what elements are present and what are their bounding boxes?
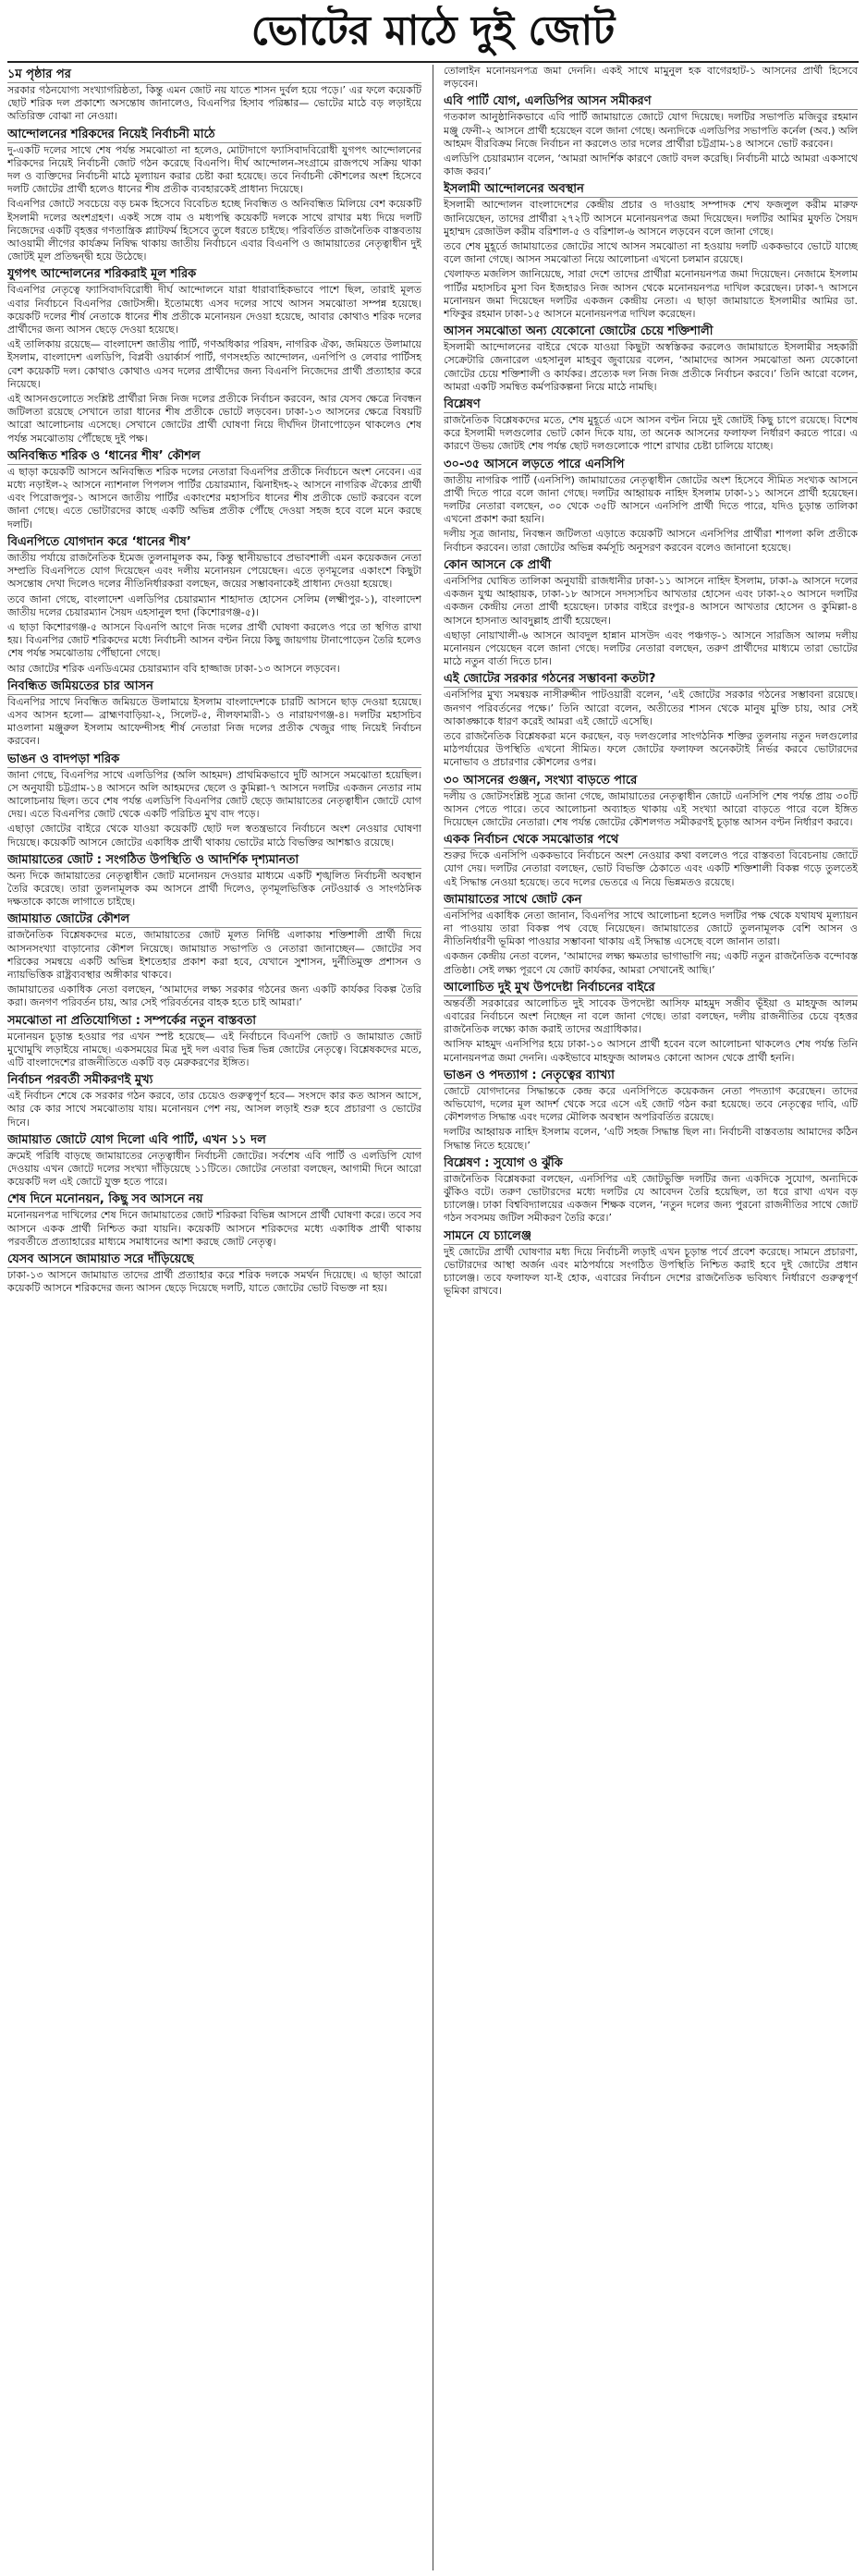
paragraph: মনোনয়নপত্র দাখিলের শেষ দিনে জামায়াতের জোট শরিকরা বিভিন্ন আসনে প্রার্থী ঘোষণা করে। তবে সব আসনে একক প্রার্থী নিশ্চিত করা যায়নি। কয়েকটি আসনে শরিকদের মধ্যে একাধিক প্রার্থী থাকায় পরবর্তীতে প্রত্যাহারের মাধ্যমে সমাধানের আশা করছে জোট নেতৃত্ব। bbox=[7, 1209, 421, 1248]
article-section bbox=[444, 557, 858, 668]
section-subheading: আলোচিত দুই মুখ উপদেষ্টা নির্বাচনের বাইরে bbox=[444, 980, 858, 996]
article-section bbox=[444, 1068, 858, 1153]
paragraph: দুই জোটের প্রার্থী ঘোষণার মধ্য দিয়ে নির্বাচনী লড়াই এখন চূড়ান্ত পর্বে প্রবেশ করেছে। সামনে প্রচারণা, ভোটারদের আস্থা অর্জন এবং মাঠপর্যায়ে সংগঠিত উপস্থিতি নিশ্চিত করাই হবে দুই জোটের প্রধান চ্যালেঞ্জ। তবে ফলাফল যা-ই হোক, এবারের নির্বাচন দেশের রাজনৈতিক ভবিষ্যৎ নির্ধারণে গুরুত্বপূর্ণ ভূমিকা রাখবে। bbox=[444, 1245, 858, 1298]
article-section bbox=[7, 678, 421, 749]
article-section bbox=[7, 448, 421, 531]
section-subheading: এবি পার্টি যোগ, এলডিপির আসন সমীকরণ bbox=[444, 93, 858, 110]
paragraph: জামায়াতের একাধিক নেতা বলছেন, ‘আমাদের লক্ষ্য সরকার গঠনের জন্য একটি কার্যকর বিকল্প তৈরি করা। জনগণ পরিবর্তন চায়, আর সেই পরিবর্তনের বাহক হতে চাই আমরা।’ bbox=[7, 983, 421, 1009]
article-section bbox=[444, 773, 858, 830]
article-section bbox=[7, 1013, 421, 1070]
paragraph: দলীয় সূত্র জানায়, নিবন্ধন জটিলতা এড়াতে কয়েকটি আসনে এনসিপির প্রার্থীরা শাপলা কলি প্রতীকে নির্বাচন করবেন। তারা জোটের অভিন্ন কর্মসূচি অনুসরণ করবেন বলেও জানানো হয়েছে। bbox=[444, 528, 858, 554]
article-section bbox=[444, 671, 858, 769]
article-section bbox=[7, 1132, 421, 1190]
article-columns bbox=[7, 65, 859, 2570]
paragraph: রাজনৈতিক বিশ্লেষকদের মতে, জামায়াতের জোট মূলত নির্দিষ্ট এলাকায় শক্তিশালী প্রার্থী দিয়ে আসনসংখ্যা বাড়ানোর কৌশল নিয়েছে। জামায়াত সভাপতি ও নেতারা জানাচ্ছেন— জোটের সব শরিকের সমন্বয়ে একটি অভিন্ন ইশতেহার প্রকাশ করা হবে, যেখানে সুশাসন, দুর্নীতিমুক্ত প্রশাসন ও ন্যায়ভিত্তিক রাষ্ট্রব্যবস্থার অঙ্গীকার থাকবে। bbox=[7, 929, 421, 981]
newspaper-page bbox=[7, 6, 859, 2570]
section-subheading: শেষ দিনে মনোনয়ন, কিছু সব আসনে নয় bbox=[7, 1191, 421, 1208]
article-section bbox=[444, 324, 858, 394]
section-subheading: ভাঙন ও বাদপড়া শরিক bbox=[7, 751, 421, 768]
article-section bbox=[444, 1155, 858, 1226]
article-section bbox=[444, 65, 858, 91]
article-section bbox=[7, 127, 421, 264]
paragraph: তবে রাজনৈতিক বিশ্লেষকরা মনে করছেন, বড় দলগুলোর সাংগঠনিক শক্তির তুলনায় নতুন দলগুলোর মাঠপর্যায়ের উপস্থিতি এখনো সীমিত। ফলে জোটের ফলাফল অনেকটাই নির্ভর করবে ভোটারদের মনোভাব ও প্রচারণার কৌশলের ওপর। bbox=[444, 729, 858, 769]
section-subheading: যুগপৎ আন্দোলনের শরিকরাই মূল শরিক bbox=[7, 266, 421, 283]
section-subheading: জামায়াতের জোট : সংগঠিত উপস্থিতি ও আদর্শিক দৃশ্যমানতা bbox=[7, 852, 421, 869]
paragraph: এ ছাড়া কয়েকটি আসনে অনিবন্ধিত শরিক দলের নেতারা বিএনপির প্রতীকে নির্বাচনে অংশ নেবেন। এর মধ্যে নড়াইল-২ আসনে ন্যাশনাল পিপলস পার্টির চেয়ারম্যান, ঝিনাইদহ-২ আসনে নাগরিক ঐক্যের প্রার্থী এবং পিরোজপুর-১ আসনে জাতীয় পার্টির একাংশের মহাসচিব ধানের শীষ প্রতীকে ভোট করবেন বলে জানা গেছে। এতে ভোটারদের কাছে একটি অভিন্ন প্রতীক পৌঁছে দেওয়া সহজ হবে বলে মনে করছে দলটি। bbox=[7, 465, 421, 531]
article-section bbox=[7, 1191, 421, 1249]
section-subheading: এই জোটের সরকার গঠনের সম্ভাবনা কতটা? bbox=[444, 671, 858, 688]
paragraph: রাজনৈতিক বিশ্লেষকদের মতে, শেষ মুহূর্তে এসে আসন বণ্টন নিয়ে দুই জোটই কিছু চাপে রয়েছে। বিশেষ করে ইসলামী দলগুলোর ভোট কোন দিকে যায়, তা অনেক আসনের ফলাফল নির্ধারণ করতে পারে। এ কারণে উভয় জোটই শেষ পর্যন্ত ছোট দলগুলোকে পাশে রাখার চেষ্টা চালিয়ে যাচ্ছে। bbox=[444, 414, 858, 453]
section-subheading: একক নির্বাচন থেকে সমঝোতার পথে bbox=[444, 832, 858, 848]
article-section bbox=[444, 832, 858, 889]
article-section bbox=[444, 892, 858, 977]
paragraph: তবে শেষ মুহূর্তে জামায়াতের জোটের সাথে আসন সমঝোতা না হওয়ায় দলটি এককভাবে ভোটে যাচ্ছে বলে জানা গেছে। আসন সমঝোতা নিয়ে আলোচনা এখনো চলমান রয়েছে। bbox=[444, 240, 858, 266]
paragraph: এনসিপির মুখ্য সমন্বয়ক নাসীরুদ্দীন পাটওয়ারী বলেন, ‘এই জোটের সরকার গঠনের সম্ভাবনা রয়েছে। জনগণ পরিবর্তনের পক্ষে।’ তিনি আরো বলেন, অতীতের শাসন থেকে মানুষ মুক্তি চায়, আর সেই আকাঙ্ক্ষাকে ধারণ করেই আমরা এই জোটে এসেছি। bbox=[444, 689, 858, 727]
headline: ভোটের মাঠে দুই জোট bbox=[7, 6, 859, 63]
paragraph: এই তালিকায় রয়েছে— বাংলাদেশ জাতীয় পার্টি, গণঅধিকার পরিষদ, নাগরিক ঐক্য, জমিয়তে উলামায়ে ইসলাম, বাংলাদেশ এলডিপি, বিপ্লবী ওয়ার্কার্স পার্টি, গণসংহতি আন্দোলন, এনপিপি ও লেবার পার্টিসহ বেশ কয়েকটি দল। কোথাও কোথাও এসব দলের প্রার্থীদের জন্য বিএনপি নিজেদের প্রার্থী প্রত্যাহার করে নিয়েছে। bbox=[7, 338, 421, 390]
section-subheading: ভাঙন ও পদত্যাগ : নেতৃত্বের ব্যাখ্যা bbox=[444, 1068, 858, 1084]
section-subheading: আন্দোলনের শরিকদের নিয়েই নির্বাচনী মাঠে bbox=[7, 127, 421, 143]
section-subheading: ইসলামী আন্দোলনের অবস্থান bbox=[444, 181, 858, 198]
section-subheading: ১ম পৃষ্ঠার পর bbox=[7, 67, 421, 83]
section-subheading: যেসব আসনে জামায়াত সরে দাঁড়িয়েছে bbox=[7, 1251, 421, 1268]
paragraph: এ ছাড়া কিশোরগঞ্জ-৫ আসনে বিএনপি আগে নিজ দলের প্রার্থী ঘোষণা করলেও পরে তা স্থগিত রাখা হয়। বিএনপির জোট শরিকদের মধ্যে নির্বাচনী আসন বণ্টন নিয়ে কিছু জায়গায় টানাপোড়েন তৈরি হলেও শেষ পর্যন্ত সমঝোতায় পৌঁছানো গেছে। bbox=[7, 620, 421, 660]
paragraph: দলটির আহ্বায়ক নাহিদ ইসলাম বলেন, ‘এটি সহজ সিদ্ধান্ত ছিল না। নির্বাচনী বাস্তবতায় আমাদের কঠিন সিদ্ধান্ত নিতে হয়েছে।’ bbox=[444, 1126, 858, 1152]
section-subheading: ৩০-৩৫ আসনে লড়তে পারে এনসিপি bbox=[444, 457, 858, 473]
paragraph: একজন কেন্দ্রীয় নেতা বলেন, ‘আমাদের লক্ষ্য ক্ষমতার ভাগাভাগি নয়; একটি নতুন রাজনৈতিক বন্দোবস্ত প্রতিষ্ঠা। সেই লক্ষ্য পূরণে যে জোট কার্যকর, আমরা সেখানেই আছি।’ bbox=[444, 950, 858, 976]
paragraph: দু-একটি দলের সাথে শেষ পর্যন্ত সমঝোতা না হলেও, মোটাদাগে ফ্যাসিবাদবিরোধী যুগপৎ আন্দোলনের শরিকদের নিয়েই নির্বাচনী জোট গঠন করেছে বিএনপি। দীর্ঘ আন্দোলন-সংগ্রামে রাজপথে সক্রিয় থাকা দল ও ব্যক্তিদের নির্বাচনী মাঠে মূল্যায়ন করার চেষ্টা করা হয়েছে। তবে নির্বাচনী কৌশলের অংশ হিসেবে দলটি জোটের প্রার্থী হলেও ধানের শীষ প্রতীক ব্যবহারকেই প্রাধান্য দিয়েছে। bbox=[7, 143, 421, 196]
article-section bbox=[7, 852, 421, 910]
paragraph: ইসলামী আন্দোলন বাংলাদেশের কেন্দ্রীয় প্রচার ও দাওয়াহ সম্পাদক শেখ ফজলুল করীম মারুফ জানিয়েছেন, তাদের প্রার্থীরা ২৭২টি আসনে মনোনয়নপত্র জমা দিয়েছেন। দলটির আমির মুফতি সৈয়দ মুহাম্মদ রেজাউল করীম বরিশাল-৫ ও বরিশাল-৬ আসনে লড়বেন বলে জানা গেছে। bbox=[444, 199, 858, 238]
paragraph: তবে জানা গেছে, বাংলাদেশ এলডিপির চেয়ারম্যান শাহাদাত হোসেন সেলিম (লক্ষ্মীপুর-১), বাংলাদেশ জাতীয় দলের চেয়ারম্যান সৈয়দ এহসানুল হুদা (কিশোরগঞ্জ-৫)। bbox=[7, 592, 421, 618]
section-subheading: কোন আসনে কে প্রার্থী bbox=[444, 557, 858, 574]
paragraph: খেলাফত মজলিস জানিয়েছে, সারা দেশে তাদের প্রার্থীরা মনোনয়নপত্র জমা দিয়েছেন। নেজামে ইসলাম পার্টির মহাসচিব মুসা বিন ইজহারও নিজ আসন থেকে মনোনয়নপত্র দাখিল করেছেন। ঢাকা-৭ আসনে মনোনয়ন জমা দিয়েছেন দলটির একজন কেন্দ্রীয় নেতা। এ ছাড়া জামায়াতে ইসলামীর আমির ডা. শফিকুর রহমান ঢাকা-১৫ আসনে মনোনয়নপত্র দাখিল করেছেন। bbox=[444, 268, 858, 321]
paragraph: শুরুর দিকে এনসিপি এককভাবে নির্বাচনে অংশ নেওয়ার কথা বললেও পরে বাস্তবতা বিবেচনায় জোটে যোগ দেয়। দলটির নেতারা বলছেন, ভোট বিভক্তি ঠেকাতে এবং একটি শক্তিশালী বিকল্প গড়ে তুলতেই এই সিদ্ধান্ত নেওয়া হয়েছে। তবে দলের ভেতরে এ নিয়ে ভিন্নমতও রয়েছে। bbox=[444, 849, 858, 888]
article-section bbox=[444, 1228, 858, 1299]
article-section bbox=[7, 534, 421, 676]
section-subheading: জামায়াতের সাথে জোট কেন bbox=[444, 892, 858, 909]
paragraph: এছাড়া জোটের বাইরে থেকে যাওয়া কয়েকটি ছোট দল স্বতন্ত্রভাবে নির্বাচনে অংশ নেওয়ার ঘোষণা দিয়েছে। কয়েকটি আসনে জোটের একাধিক প্রার্থী থাকায় ভোটের মাঠে বিভক্তির আশঙ্কাও রয়েছে। bbox=[7, 823, 421, 848]
paragraph: জাতীয় পর্যায়ে রাজনৈতিক ইমেজ তুলনামূলক কম, কিন্তু স্থানীয়ভাবে প্রভাবশালী এমন কয়েকজন নেতা সম্প্রতি বিএনপিতে যোগ দিয়েছেন এবং দলীয় মনোনয়ন পেয়েছেন। এতে তৃণমূলের একাংশে কিছুটা অসন্তোষ দেখা দিলেও দলের নীতিনির্ধারকরা বলছেন, জয়ের সম্ভাবনাকেই প্রাধান্য দেওয়া হয়েছে। bbox=[7, 551, 421, 591]
paragraph: ঢাকা-১৩ আসনে জামায়াত তাদের প্রার্থী প্রত্যাহার করে শরিক দলকে সমর্থন দিয়েছে। এ ছাড়া আরো কয়েকটি আসনে শরিকদের জন্য আসন ছেড়ে দিয়েছে দলটি, যাতে জোটের ভোট বিভক্ত না হয়। bbox=[7, 1269, 421, 1295]
article-section bbox=[7, 1072, 421, 1129]
paragraph: দলীয় ও জোটসংশ্লিষ্ট সূত্রে জানা গেছে, জামায়াতের নেতৃত্বাধীন জোটে এনসিপি শেষ পর্যন্ত প্রায় ৩০টি আসন পেতে পারে। তবে আলোচনা অব্যাহত থাকায় এই সংখ্যা আরো বাড়তে পারে বলে ইঙ্গিত দিয়েছেন জোটের নেতারা। শেষ পর্যন্ত জোটের কৌশলগত সমীকরণই চূড়ান্ত আসন বণ্টন নির্ধারণ করবে। bbox=[444, 789, 858, 828]
article-section bbox=[444, 457, 858, 555]
paragraph: এনসিপির ঘোষিত তালিকা অনুযায়ী রাজধানীর ঢাকা-১১ আসনে নাহিদ ইসলাম, ঢাকা-৯ আসনে দলের একজন যুগ্ম আহ্বায়ক, ঢাকা-১৮ আসনে সদস্যসচিব আখতার হোসেন এবং ঢাকা-২০ আসনে দলটির একজন কেন্দ্রীয় নেতা প্রার্থী হয়েছেন। ঢাকার বাইরে রংপুর-৪ আসনে আখতার হোসেন ও কুমিল্লা-৪ আসনে হাসনাত আবদুল্লাহ প্রার্থী হয়েছেন। bbox=[444, 574, 858, 627]
paragraph: এই নির্বাচন শেষে কে সরকার গঠন করবে, তার চেয়েও গুরুত্বপূর্ণ হবে— সংসদে কার কত আসন আসে, আর কে কার সাথে সমঝোতায় যায়। মনোনয়ন পেশ নয়, আসল লড়াই শুরু হবে প্রচারণা ও ভোটের দিনে। bbox=[7, 1090, 421, 1129]
section-subheading: ৩০ আসনের গুঞ্জন, সংখ্যা বাড়তে পারে bbox=[444, 773, 858, 789]
right-column bbox=[444, 65, 858, 2570]
paragraph: আসিফ মাহমুদ এনসিপির হয়ে ঢাকা-১০ আসনে প্রার্থী হবেন বলে আলোচনা থাকলেও শেষ পর্যন্ত তিনি মনোনয়নপত্র জমা দেননি। একইভাবে মাহফুজ আলমও কোনো আসন থেকে প্রার্থী হননি। bbox=[444, 1038, 858, 1064]
article-section bbox=[444, 397, 858, 454]
paragraph: সরকার গঠনযোগ্য সংখ্যাগরিষ্ঠতা, কিন্তু এমন জোট নয় যাতে শাসন দুর্বল হয়ে পড়ে।’ এর ফলে কয়েকটি ছোট শরিক দল প্রকাশ্যে অসন্তোষ জানালেও, বিএনপির হিসাব পরিষ্কার— ভোটের মাঠে বড় লড়াইয়ে অতিরিক্ত বোঝা না নেওয়া। bbox=[7, 84, 421, 123]
article-section bbox=[444, 980, 858, 1065]
section-subheading: জামায়াত জোটে যোগ দিলো এবি পার্টি, এখন ১১ দল bbox=[7, 1132, 421, 1149]
paragraph: অন্তর্বর্তী সরকারের আলোচিত দুই সাবেক উপদেষ্টা আসিফ মাহমুদ সজীব ভূঁইয়া ও মাহফুজ আলম এবারের নির্বাচনে অংশ নিচ্ছেন না বলে জানা গেছে। তারা বলছেন, দলীয় রাজনীতির চেয়ে বৃহত্তর রাজনৈতিক লক্ষ্যে কাজ করাই তাদের অগ্রাধিকার। bbox=[444, 996, 858, 1036]
section-subheading: সমঝোতা না প্রতিযোগিতা : সম্পর্কের নতুন বাস্তবতা bbox=[7, 1013, 421, 1030]
article-section bbox=[7, 911, 421, 1009]
paragraph: আর জোটের শরিক এনডিএমের চেয়ারম্যান ববি হাজ্জাজ ঢাকা-১৩ আসনে লড়বেন। bbox=[7, 662, 340, 675]
section-subheading: সামনে যে চ্যালেঞ্জ bbox=[444, 1228, 858, 1245]
paragraph: তোলাইন মনোনয়নপত্র জমা দেননি। একই সাথে মামুনুল হক বাগেরহাট-১ আসনের প্রার্থী হিসেবে লড়বেন। bbox=[444, 65, 858, 91]
paragraph: অন্য দিকে জামায়াতের নেতৃত্বাধীন জোট মনোনয়ন দেওয়ার মাধ্যমে একটি শৃঙ্খলিত নির্বাচনী অবস্থান তৈরি করেছে। তারা তুলনামূলক কম আসনে প্রার্থী দিলেও, তৃণমূলভিত্তিক নেটওয়ার্ক ও সাংগঠনিক দক্ষতাকে কাজে লাগাতে চাইছে। bbox=[7, 869, 421, 909]
paragraph: মনোনয়ন চূড়ান্ত হওয়ার পর এখন স্পষ্ট হয়েছে— এই নির্বাচনে বিএনপি জোট ও জামায়াত জোট মুখোমুখি লড়াইয়ে নামছে। একসময়ের মিত্র দুই দল এবার ভিন্ন ভিন্ন জোটের নেতৃত্বে। বিশ্লেষকদের মতে, এটি বাংলাদেশের রাজনীতিতে একটি বড় মেরুকরণের ইঙ্গিত। bbox=[7, 1030, 421, 1068]
section-subheading: অনিবন্ধিত শরিক ও ‘ধানের শীষ’ কৌশল bbox=[7, 448, 421, 465]
paragraph: জানা গেছে, বিএনপির সাথে এলডিপির (অলি আহমদ) প্রাথমিকভাবে দুটি আসনে সমঝোতা হয়েছিল। সে অনুযায়ী চট্টগ্রাম-১৪ আসনে অলি আহমদের ছেলে ও কুমিল্লা-৭ আসনে দলটির একজন নেতার নাম আলোচনায় ছিল। তবে শেষ পর্যন্ত এলডিপি বিএনপির জোট ছেড়ে জামায়াতের নেতৃত্বাধীন জোটে যোগ দেয়। এতে বিএনপির জোট থেকে একটি পরিচিত মুখ বাদ পড়ে। bbox=[7, 768, 421, 821]
paragraph: ক্রমেই পরিধি বাড়ছে জামায়াতের নেতৃত্বাধীন নির্বাচনী জোটের। সর্বশেষ এবি পার্টি ও এলডিপি যোগ দেওয়ায় এখন জোটে দলের সংখ্যা দাঁড়িয়েছে ১১টিতে। জোটের নেতারা বলছেন, আগামী দিনে আরো কয়েকটি দল এই জোটে যুক্ত হতে পারে। bbox=[7, 1149, 421, 1189]
paragraph: এনসিপির একাধিক নেতা জানান, বিএনপির সাথে আলোচনা হলেও দলটির পক্ষ থেকে যথাযথ মূল্যায়ন না পাওয়ায় তারা বিকল্প পথ বেছে নিয়েছেন। জামায়াতের জোটে তুলনামূলক বেশি আসন ও নীতিনির্ধারণী ভূমিকা পাওয়ার সম্ভাবনা থাকায় এই সিদ্ধান্ত এসেছে বলে জানান তারা। bbox=[444, 909, 858, 948]
article-section bbox=[7, 1251, 421, 1295]
article-section bbox=[444, 93, 858, 178]
article-section bbox=[7, 751, 421, 849]
article-section bbox=[7, 67, 421, 124]
paragraph: এই আসনগুলোতে সংশ্লিষ্ট প্রার্থীরা নিজ নিজ দলের প্রতীকে নির্বাচন করবেন, আর যেসব ক্ষেত্রে নিবন্ধন জটিলতা রয়েছে সেখানে তারা ধানের শীষ প্রতীকে ভোটে লড়বেন। ঢাকা-১৩ আসনের ক্ষেত্রে বিষয়টি আরো আলোচনায় এসেছে। সেখানে জোটের প্রার্থী ঘোষণা নিয়ে দীর্ঘদিন টানাপোড়েন থাকলেও শেষ পর্যন্ত সমঝোতায় পৌঁছেছে দুই পক্ষ। bbox=[7, 393, 421, 445]
paragraph: এলডিপি চেয়ারম্যান বলেন, ‘আমরা আদর্শিক কারণে জোট বদল করেছি। নির্বাচনী মাঠে আমরা একসাথে কাজ করব।’ bbox=[444, 153, 858, 178]
paragraph: বিএনপির সাথে নিবন্ধিত জমিয়তে উলামায়ে ইসলাম বাংলাদেশকে চারটি আসনে ছাড় দেওয়া হয়েছে। এসব আসন হলো— ব্রাহ্মণবাড়িয়া-২, সিলেট-৫, নীলফামারী-১ ও নারায়ণগঞ্জ-৪। দলটির মহাসচিব মাওলানা মঞ্জুরুল ইসলাম আফেন্দীসহ শীর্ষ নেতারা নিজ দলের প্রতীক খেজুর গাছ নিয়েই নির্বাচন করবেন। bbox=[7, 695, 421, 748]
article-section bbox=[444, 181, 858, 321]
paragraph: রাজনৈতিক বিশ্লেষকরা বলছেন, এনসিপির এই জোটভুক্তি দলটির জন্য একদিকে সুযোগ, অন্যদিকে ঝুঁকিও বটে। তরুণ ভোটারদের মধ্যে দলটির যে আবেদন তৈরি হয়েছিল, তা ধরে রাখা এখন বড় চ্যালেঞ্জ। ঢাকা বিশ্ববিদ্যালয়ের একজন শিক্ষক বলেন, ‘নতুন দলের জন্য পুরনো রাজনীতির সাথে জোট গঠন সবসময় জটিল সমীকরণ তৈরি করে।’ bbox=[444, 1172, 858, 1225]
paragraph: বিএনপির নেতৃত্বে ফ্যাসিবাদবিরোধী দীর্ঘ আন্দোলনে যারা ধারাবাহিকভাবে পাশে ছিল, তারাই মূলত এবার নির্বাচনে বিএনপির জোটসঙ্গী। ইতোমধ্যে এসব দলের সাথে আসন সমঝোতা সম্পন্ন হয়েছে। কয়েকটি দলের শীর্ষ নেতাকে ধানের শীষ প্রতীকে মনোনয়ন দেওয়া হয়েছে, আবার কোথাও শরিক দলের প্রার্থীদের জন্য আসন ছেড়ে দেওয়া হয়েছে। bbox=[7, 284, 421, 336]
paragraph: বিএনপির জোটে সবচেয়ে বড় চমক হিসেবে বিবেচিত হচ্ছে নিবন্ধিত ও অনিবন্ধিত মিলিয়ে বেশ কয়েকটি ইসলামী দলের অংশগ্রহণ। একই সঙ্গে বাম ও মধ্যপন্থি কয়েকটি দলকে সাথে রাখার মধ্য দিয়ে দলটি নিজেদের একটি বৃহত্তর গণতান্ত্রিক প্ল্যাটফর্ম হিসেবে তুলে ধরতে চাইছে। পরিবর্তিত রাজনৈতিক বাস্তবতায় আওয়ামী লীগের কার্যক্রম নিষিদ্ধ থাকায় জাতীয় নির্বাচনে এবার বিএনপি ও জামায়াতের নেতৃত্বাধীন দুই জোটই মূল প্রতিদ্বন্দ্বী হয়ে উঠেছে। bbox=[7, 198, 421, 263]
section-subheading: বিশ্লেষণ bbox=[444, 397, 858, 413]
left-column bbox=[7, 65, 421, 2570]
section-subheading: বিশ্লেষণ : সুযোগ ও ঝুঁকি bbox=[444, 1155, 858, 1172]
section-subheading: নিবন্ধিত জমিয়তের চার আসন bbox=[7, 678, 421, 695]
paragraph: জোটে যোগদানের সিদ্ধান্তকে কেন্দ্র করে এনসিপিতে কয়েকজন নেতা পদত্যাগ করেছেন। তাদের অভিযোগ, দলের মূল আদর্শ থেকে সরে এসে এই জোট গঠন করা হয়েছে। তবে নেতৃত্বের দাবি, এটি কৌশলগত সিদ্ধান্ত এবং দলের মৌলিক অবস্থান অপরিবর্তিত রয়েছে। bbox=[444, 1084, 858, 1124]
article-section bbox=[7, 266, 421, 445]
section-subheading: আসন সমঝোতা অন্য যেকোনো জোটের চেয়ে শক্তিশালী bbox=[444, 324, 858, 340]
paragraph: গতকাল আনুষ্ঠানিকভাবে এবি পার্টি জামায়াতে জোটে যোগ দিয়েছে। দলটির সভাপতি মজিবুর রহমান মঞ্জু ফেনী-২ আসনে প্রার্থী হয়েছেন বলে জানা গেছে। অন্যদিকে এলডিপির সভাপতি কর্নেল (অব.) অলি আহমদ বীরবিক্রম নিজে নির্বাচন না করলেও তার দলের প্রার্থীরা চট্টগ্রাম-১৪ আসনে ভোট করবেন। bbox=[444, 111, 858, 150]
paragraph: জাতীয় নাগরিক পার্টি (এনসিপি) জামায়াতের নেতৃত্বাধীন জোটের অংশ হিসেবে সীমিত সংখ্যক আসনে প্রার্থী দিতে পারে বলে জানা গেছে। দলটির আহ্বায়ক নাহিদ ইসলাম ঢাকা-১১ আসনে প্রার্থী হয়েছেন। দলটির নেতারা বলছেন, ৩০ থেকে ৩৫টি আসনে এনসিপি প্রার্থী দিতে পারে, যদিও চূড়ান্ত তালিকা এখনো প্রকাশ করা হয়নি। bbox=[444, 473, 858, 526]
paragraph: এছাড়া নোয়াখালী-৬ আসনে আবদুল হান্নান মাসউদ এবং পঞ্চগড়-১ আসনে সারজিস আলম দলীয় মনোনয়ন পেয়েছেন বলে জানা গেছে। দলটির নেতারা বলছেন, তরুণ প্রার্থীদের মাধ্যমে তারা ভোটের মাঠে নতুন বার্তা দিতে চান। bbox=[444, 629, 858, 668]
section-subheading: জামায়াত জোটের কৌশল bbox=[7, 911, 421, 928]
paragraph: ইসলামী আন্দোলনের বাইরে থেকে যাওয়া কিছুটা অস্বস্তিকর করলেও জামায়াতে ইসলামীর সহকারী সেক্রেটারি জেনারেল এহসানুল মাহবুব জুবায়ের বলেন, ‘আমাদের আসন সমঝোতা অন্য যেকোনো জোটের চেয়ে শক্তিশালী ও কার্যকর। প্রত্যেক দল নিজ নিজ প্রতীকে নির্বাচন করবে।’ তিনি আরো বলেন, আমরা একটি সমন্বিত কর্মপরিকল্পনা নিয়ে মাঠে নামছি। bbox=[444, 341, 858, 393]
section-subheading: বিএনপিতে যোগদান করে ‘ধানের শীষ’ bbox=[7, 534, 421, 551]
section-subheading: নির্বাচন পরবর্তী সমীকরণই মুখ্য bbox=[7, 1072, 421, 1089]
